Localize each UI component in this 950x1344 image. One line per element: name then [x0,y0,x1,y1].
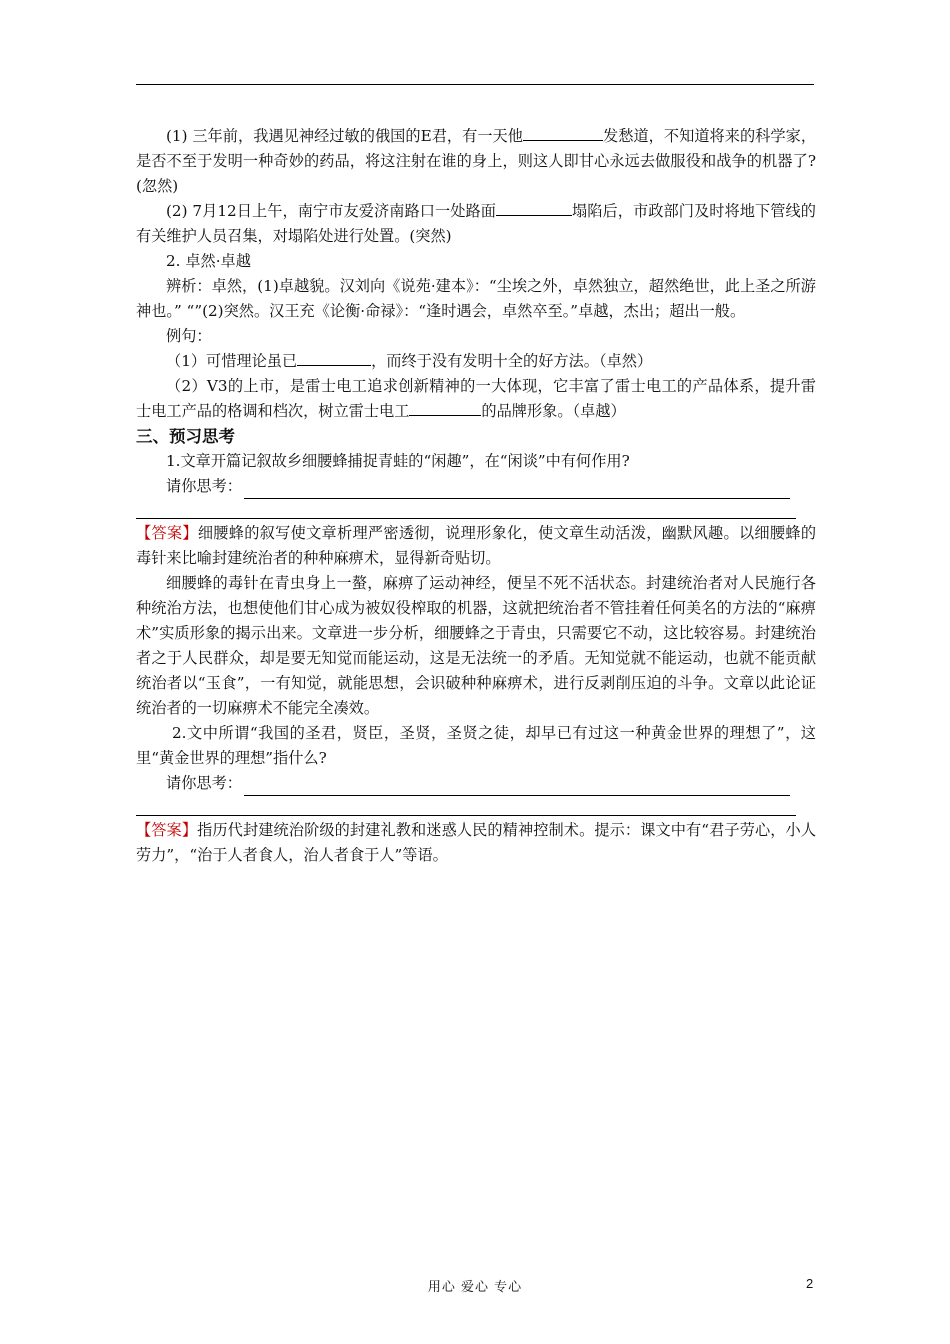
think-label: 请你思考： [166,477,242,495]
think-line-2 [136,771,816,796]
answer-tag: 【答案】 [136,524,198,542]
word-heading: 2. 卓然·卓越 [166,252,251,270]
footer-motto: 用心 爱心 专心 [427,1280,523,1295]
fill-blank [297,351,371,366]
answer-1-detail: 细腰蜂的毒针在青虫身上一螯，麻痹了运动神经，便呈不死不活状态。封建统治者对人民施行各种统治方法，也想使他们甘心成为被奴役榨取的机器，这就把统治者不管挂着任何美名的方法的“麻痹术”实质形象的揭示出来。文章进一步分析，细腰蜂之于青虫，只需要它不动，这比较容易。封建统治者之于人民群众，却是要无知觉而能运动，这是无法统一的矛盾。无知觉就不能运动，也就不能贡献统治者以“玉食”，一有知觉，就能思想，会识破种种麻痹术，进行反剥削压迫的斗争。文章以此论证统治者的一切麻痹术不能完全凑效。 [136,574,816,717]
divider-line [136,815,796,816]
document-body [136,124,816,868]
example-2: (2) 7月12日上午，南宁市友爱济南路口一处路面 塌陷后，市政部门及时将地下管线的有关维护人员召集，对塌陷处进行处置。(突然) [136,202,816,245]
example-4: （2）V3的上市，是雷士电工追求创新精神的一大体现，它丰富了雷士电工的产品体系，提升雷士电工产品的格调和档次，树立雷士电工 的品牌形象。（卓越） [136,377,816,420]
answer-blank-line [244,480,790,499]
example-1: (1) 三年前，我遇见神经过敏的俄国的E君，有一天他 发愁道，不知道将来的科学家，是否不至于发明一种奇妙的药品，将这注射在谁的身上，则这人即甘心永远去做服役和战争的机器了?(忽然) [136,127,817,195]
question-2: 2.文中所谓“我国的圣君，贤臣，圣贤，圣贤之徒，却早已有过这一种黄金世界的理想了”，这里“黄金世界的理想”指什么? [136,724,816,767]
think-line-1 [136,474,816,499]
example-3: （1）可惜理论虽已 ，而终于没有发明十全的好方法。（卓然） [166,352,653,370]
fill-blank [523,126,603,141]
answer-blank-line [244,777,790,796]
word-analysis: 辨析：卓然，(1)卓越貌。汉刘向《说苑·建本》：“尘埃之外，卓然独立，超然绝世，此上圣之所游神也。” “”(2)突然。汉王充《论衡·命禄》：“逢时遇会，卓然卒至。”卓越，杰出；超出一般。 [136,277,816,320]
fill-blank [496,201,572,216]
think-label: 请你思考： [166,774,242,792]
answer-1: 【答案】细腰蜂的叙写使文章析理严密透彻，说理形象化，使文章生动活泼，幽默风趣。以细腰蜂的毒针来比喻封建统治者的种种麻痹术，显得新奇贴切。 [136,524,817,567]
example-label: 例句： [166,327,212,345]
fill-blank [409,401,481,416]
answer-2: 【答案】指历代封建统治阶级的封建礼教和迷惑人民的精神控制术。提示：课文中有“君子劳心，小人劳力”，“治于人者食人，治人者食于人”等语。 [136,821,817,864]
section-title: 三、预习思考 [136,427,235,446]
page-number: 2 [806,1276,814,1291]
answer-tag: 【答案】 [136,821,198,839]
divider-line [136,518,796,519]
header-rule [136,84,814,85]
question-1: 1.文章开篇记叙故乡细腰蜂捕捉青蛙的“闲趣”，在“闲谈”中有何作用? [166,452,630,470]
